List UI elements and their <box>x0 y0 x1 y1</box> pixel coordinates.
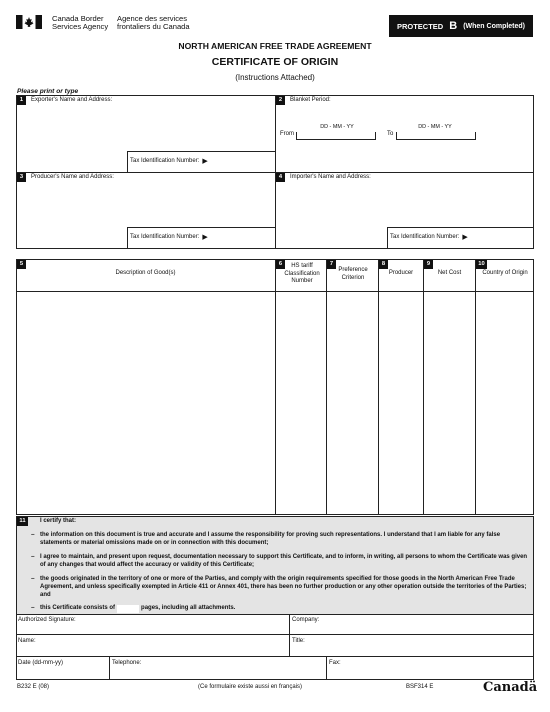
print-instruction: Please print or type <box>17 88 79 95</box>
agreement-title: NORTH AMERICAN FREE TRADE AGREEMENT <box>178 41 372 51</box>
page-title: CERTIFICATE OF ORIGIN <box>211 56 339 68</box>
protected-label: PROTECTED <box>396 21 444 31</box>
certify-point-3: the goods originated in the territory of one or more of the Parties, and comply with the origin requirements specified for those goods in the North American Free Trade Agreement, and unless specifically exempted in Article 411 or Annex 401, there has been no further production or any other operation outside the territories of the Parties; and <box>40 576 527 598</box>
exporter-tax-text: Tax Identification Number: <box>130 158 200 164</box>
date-label: Date (dd-mm-yy) <box>18 660 64 666</box>
importer-tax-text: Tax Identification Number: <box>390 234 460 240</box>
col-net-cost-header: Net Cost <box>437 270 462 276</box>
exporter-name-address-input[interactable] <box>17 108 274 150</box>
form-code: B232 E (08) <box>17 684 50 690</box>
agency-name-fr <box>117 15 190 32</box>
from-date-format: DD - MM - YY <box>320 124 354 130</box>
to-label: To <box>387 131 394 137</box>
pages-pre-text: this Certificate consists of <box>40 605 116 612</box>
col-10-number: 10 <box>476 260 487 269</box>
company-label: Company: <box>292 617 320 623</box>
arrow-right-icon: ▶ <box>462 234 468 241</box>
canada-wordmark: Canadä <box>483 680 538 695</box>
blanket-period-label: Blanket Period: <box>290 97 331 103</box>
arrow-right-icon: ▶ <box>202 234 208 241</box>
field-11-number: 11 <box>17 517 28 526</box>
arrow-right-icon: ▶ <box>202 158 208 165</box>
page-subtitle: (Instructions Attached) <box>235 73 315 82</box>
col-producer-header: Producer <box>388 270 414 276</box>
country-of-origin-input[interactable] <box>476 292 533 514</box>
col-6-number: 6 <box>276 260 285 269</box>
importer-tax-label <box>390 233 468 241</box>
protected-level: B <box>449 20 458 32</box>
producer-tax-text: Tax Identification Number: <box>130 234 200 240</box>
col-5-number: 5 <box>17 260 26 269</box>
from-label: From <box>280 131 294 137</box>
exporter-tax-label <box>130 157 208 165</box>
col-9-number: 9 <box>424 260 433 269</box>
field-1-number: 1 <box>17 96 26 105</box>
bullet-dash: – <box>31 604 35 611</box>
from-date-input[interactable] <box>296 132 376 140</box>
exporter-label: Exporter's Name and Address: <box>31 97 113 103</box>
to-date-format: DD - MM - YY <box>418 124 452 130</box>
authorized-signature-label: Authorized Signature: <box>18 617 76 623</box>
col-7-number: 7 <box>327 260 336 269</box>
certify-point-2: I agree to maintain, and present upon request, documentation necessary to support this Certificate, and to inform, in writing, all persons to whom the Certificate was given of any changes that would affect the accuracy or validity of this Certificate; <box>40 554 528 568</box>
protected-note: (When Completed) <box>463 22 526 30</box>
goods-description-input[interactable] <box>17 292 274 514</box>
agency-name-en <box>52 15 108 32</box>
telephone-label: Telephone: <box>112 660 142 666</box>
importer-label: Importer's Name and Address: <box>290 174 371 180</box>
field-3-number: 3 <box>17 173 26 182</box>
company-input[interactable] <box>290 624 533 634</box>
producer-input[interactable] <box>379 292 423 514</box>
producer-label: Producer's Name and Address: <box>31 174 114 180</box>
telephone-input[interactable] <box>110 667 325 679</box>
pages-post-text: pages, including all attachments. <box>141 605 236 612</box>
col-country-header: Country of Origin <box>482 270 528 276</box>
title-input[interactable] <box>290 645 533 655</box>
certify-heading: I certify that: <box>40 518 77 524</box>
pages-count-input[interactable] <box>117 605 139 613</box>
date-input[interactable] <box>17 667 108 679</box>
preference-criterion-input[interactable] <box>327 292 378 514</box>
name-input[interactable] <box>17 645 288 655</box>
field-2-number: 2 <box>276 96 285 105</box>
agency-en-line2: Services Agency <box>52 22 109 32</box>
title-label: Title: <box>292 638 305 644</box>
field-4-number: 4 <box>276 173 285 182</box>
agency-en-line1: Canada Border <box>52 14 104 23</box>
producer-tax-label <box>130 233 208 241</box>
fax-input[interactable] <box>327 667 533 679</box>
bsf-code: BSF314 E <box>406 684 434 690</box>
agency-fr-line2: frontaliers du Canada <box>117 22 190 32</box>
authorized-signature-input[interactable] <box>17 624 288 634</box>
certify-point-1: the information on this document is true and accurate and I assume the responsibility for proving such representations. I understand that I am liable for any false statements or material omissions made on or in connection with this document; <box>40 532 501 546</box>
canada-flag-icon <box>16 15 42 29</box>
certify-pages-line <box>40 605 235 613</box>
bullet-dash: – <box>31 531 35 538</box>
name-label: Name: <box>18 638 36 644</box>
fax-label: Fax: <box>329 660 341 666</box>
to-date-input[interactable] <box>396 132 476 140</box>
french-version-note: (Ce formulaire existe aussi en français) <box>198 684 303 690</box>
hs-tariff-input[interactable] <box>276 292 326 514</box>
bullet-dash: – <box>31 553 35 560</box>
col-preference-header: Preference Criterion <box>338 267 368 281</box>
agency-fr-line1: Agence des services <box>117 14 188 23</box>
col-hs-tariff-header: HS tariff Classification Number <box>284 263 320 284</box>
net-cost-input[interactable] <box>424 292 475 514</box>
col-8-number: 8 <box>379 260 388 269</box>
bullet-dash: – <box>31 575 35 582</box>
col-description-header: Description of Good(s) <box>115 270 176 276</box>
importer-name-address-input[interactable] <box>277 185 533 225</box>
protected-b-banner <box>389 15 533 37</box>
producer-name-address-input[interactable] <box>17 185 274 225</box>
